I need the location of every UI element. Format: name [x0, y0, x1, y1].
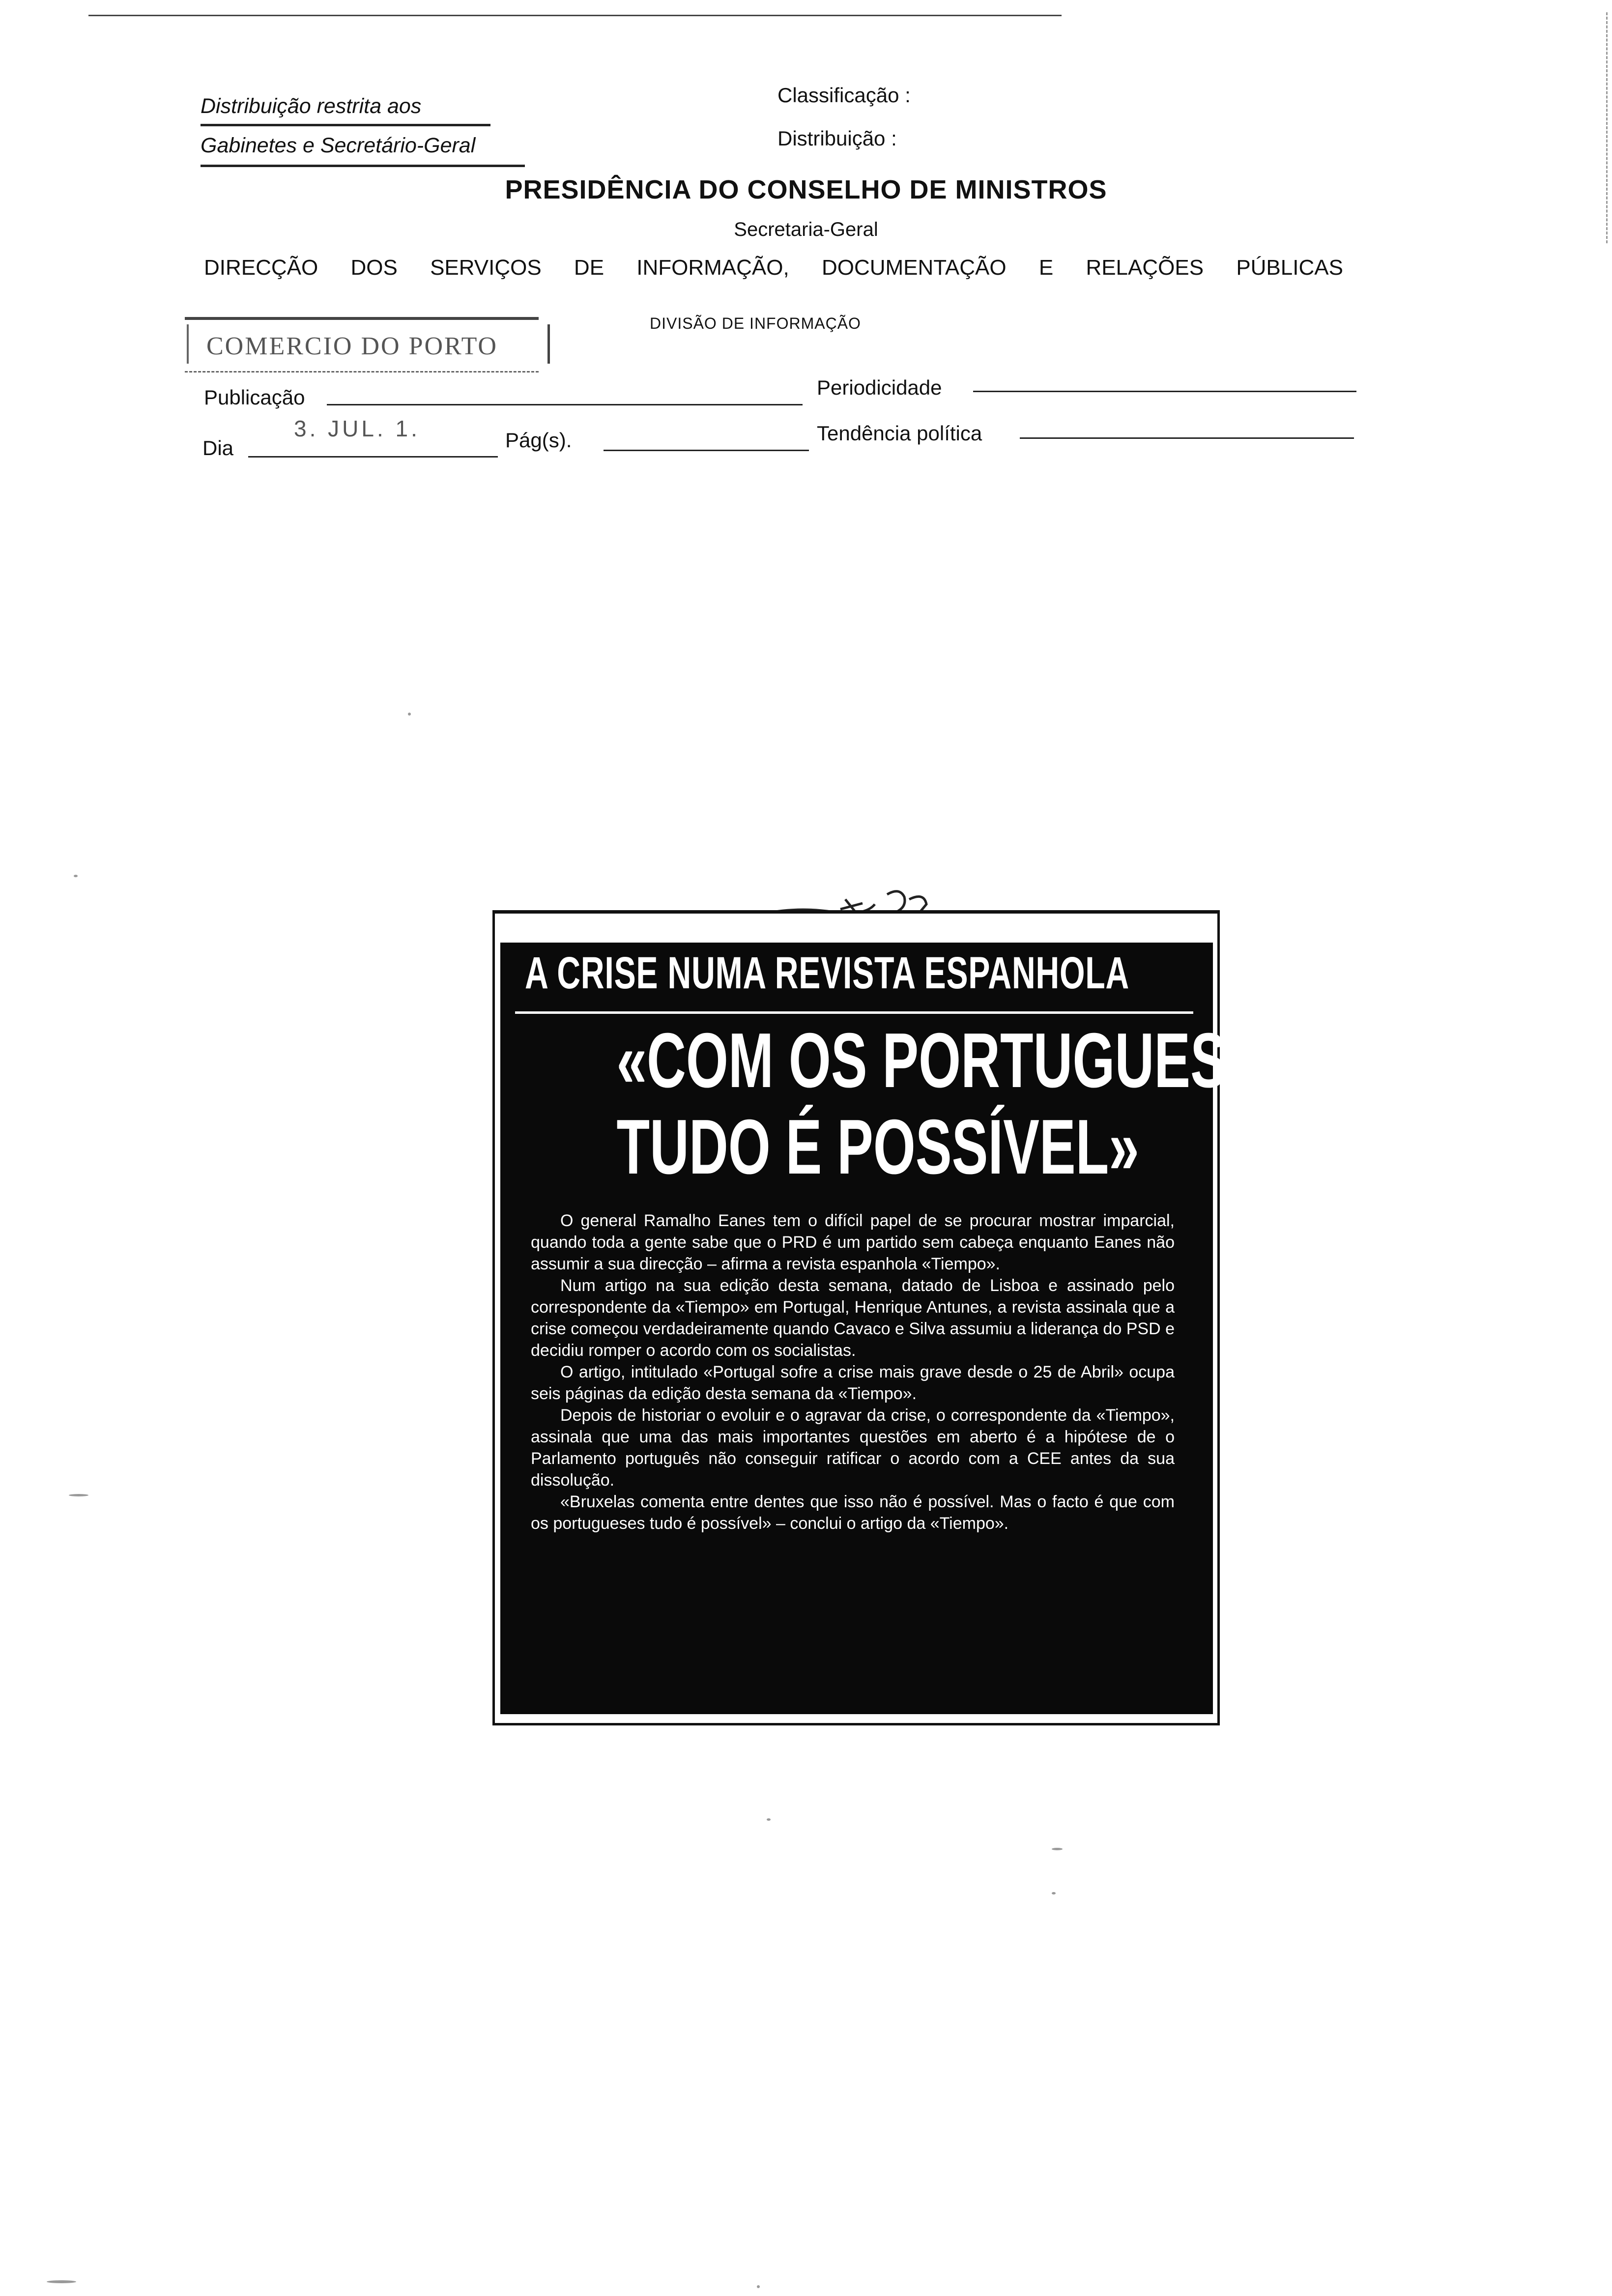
institution-title: PRESIDÊNCIA DO CONSELHO DE MINISTROS [505, 175, 1107, 204]
edge-mark [1606, 12, 1610, 243]
clipping-kicker: A CRISE NUMA REVISTA ESPANHOLA [525, 948, 1129, 998]
dia-field-line [248, 456, 498, 458]
pags-label: Pág(s). [505, 429, 572, 452]
direccao-line [204, 256, 1370, 280]
distribution-line-2: Gabinetes e Secretário-Geral [201, 134, 476, 157]
headline-line-1: «COM OS PORTUGUESES [616, 1017, 1299, 1104]
clipping-paragraph: Num artigo na sua edição desta semana, datado de Lisboa e assinado pelo correspondente da «Tiempo» em Portugal, Henrique Antunes, a revista assinala que a crise começou verdadeiramente quando Cavaco e Silva assumiu a liderança do PSD e decidiu romper o acordo com os socialistas. [531, 1276, 1175, 1360]
distribution-underline-1 [201, 124, 490, 126]
direccao-word: E [1038, 256, 1054, 280]
dia-label: Dia [202, 436, 234, 459]
direccao-word: RELAÇÕES [1086, 256, 1204, 280]
headline-line-2: TUDO É POSSÍVEL» [616, 1104, 1139, 1190]
dia-date-stamp: 3. JUL. 1. [294, 416, 420, 441]
tendencia-label: Tendência política [817, 422, 982, 445]
direccao-word: DE [574, 256, 604, 280]
scan-speck [74, 875, 78, 877]
stamp-bottom-line [185, 371, 539, 373]
direccao-word: DOCUMENTAÇÃO [821, 256, 1007, 280]
scan-speck [47, 2280, 76, 2283]
direccao-word: DOS [350, 256, 398, 280]
direccao-word: DIRECÇÃO [204, 256, 318, 280]
pags-field-line [604, 450, 809, 451]
direccao-word: SERVIÇOS [430, 256, 542, 280]
periodicidade-field-line [973, 391, 1356, 392]
scan-speck [1052, 1848, 1063, 1850]
scan-speck [1052, 1892, 1056, 1894]
tendencia-field-line [1020, 437, 1354, 439]
publicacao-field-line [327, 404, 803, 405]
stamp-top-line [185, 317, 539, 320]
clipping-body [531, 1210, 1175, 1534]
distribuicao-label: Distribuição : [777, 127, 897, 150]
scan-speck [757, 2285, 760, 2288]
clipping-paragraph: O general Ramalho Eanes tem o difícil papel de se procurar mostrar imparcial, quando toda a gente sabe que o PRD é um partido sem cabeça enquanto Eanes não assumir a sua direcção – afirma a revista espanhola «Tiempo». [531, 1211, 1175, 1273]
divisao-title: DIVISÃO DE INFORMAÇÃO [650, 315, 861, 332]
publicacao-label: Publicação [204, 386, 305, 409]
direccao-word: INFORMAÇÃO, [636, 256, 789, 280]
scan-speck [408, 713, 411, 716]
clipping-kicker-rule [515, 1011, 1193, 1014]
classificacao-label: Classificação : [777, 84, 911, 107]
scan-speck [69, 1494, 88, 1496]
clipping-headline [511, 1017, 1299, 1190]
publication-stamp-text: COMERCIO DO PORTO [206, 332, 498, 360]
distribution-line-1: Distribuição restrita aos [201, 94, 422, 118]
clipping-paragraph: Depois de historiar o evoluir e o agravar da crise, o correspondente da «Tiempo», assinala que uma das mais importantes questões em aberto é a hipótese de o Parlamento português não conseguir ratificar o acordo com a CEE antes da sua dissolução. [531, 1406, 1175, 1490]
periodicidade-label: Periodicidade [817, 376, 942, 399]
secretaria-title: Secretaria-Geral [734, 219, 878, 240]
top-edge-line [88, 15, 1062, 16]
clipping-paragraph: «Bruxelas comenta entre dentes que isso não é possível. Mas o facto é que com os portugueses tudo é possível» – conclui o artigo da «Tiempo». [531, 1492, 1175, 1533]
clipping-paragraph: O artigo, intitulado «Portugal sofre a crise mais grave desde o 25 de Abril» ocupa seis páginas da edição desta semana da «Tiempo». [531, 1363, 1175, 1403]
direccao-word: PÚBLICAS [1236, 256, 1343, 280]
distribution-underline-2 [201, 165, 525, 167]
scan-speck [767, 1818, 771, 1821]
